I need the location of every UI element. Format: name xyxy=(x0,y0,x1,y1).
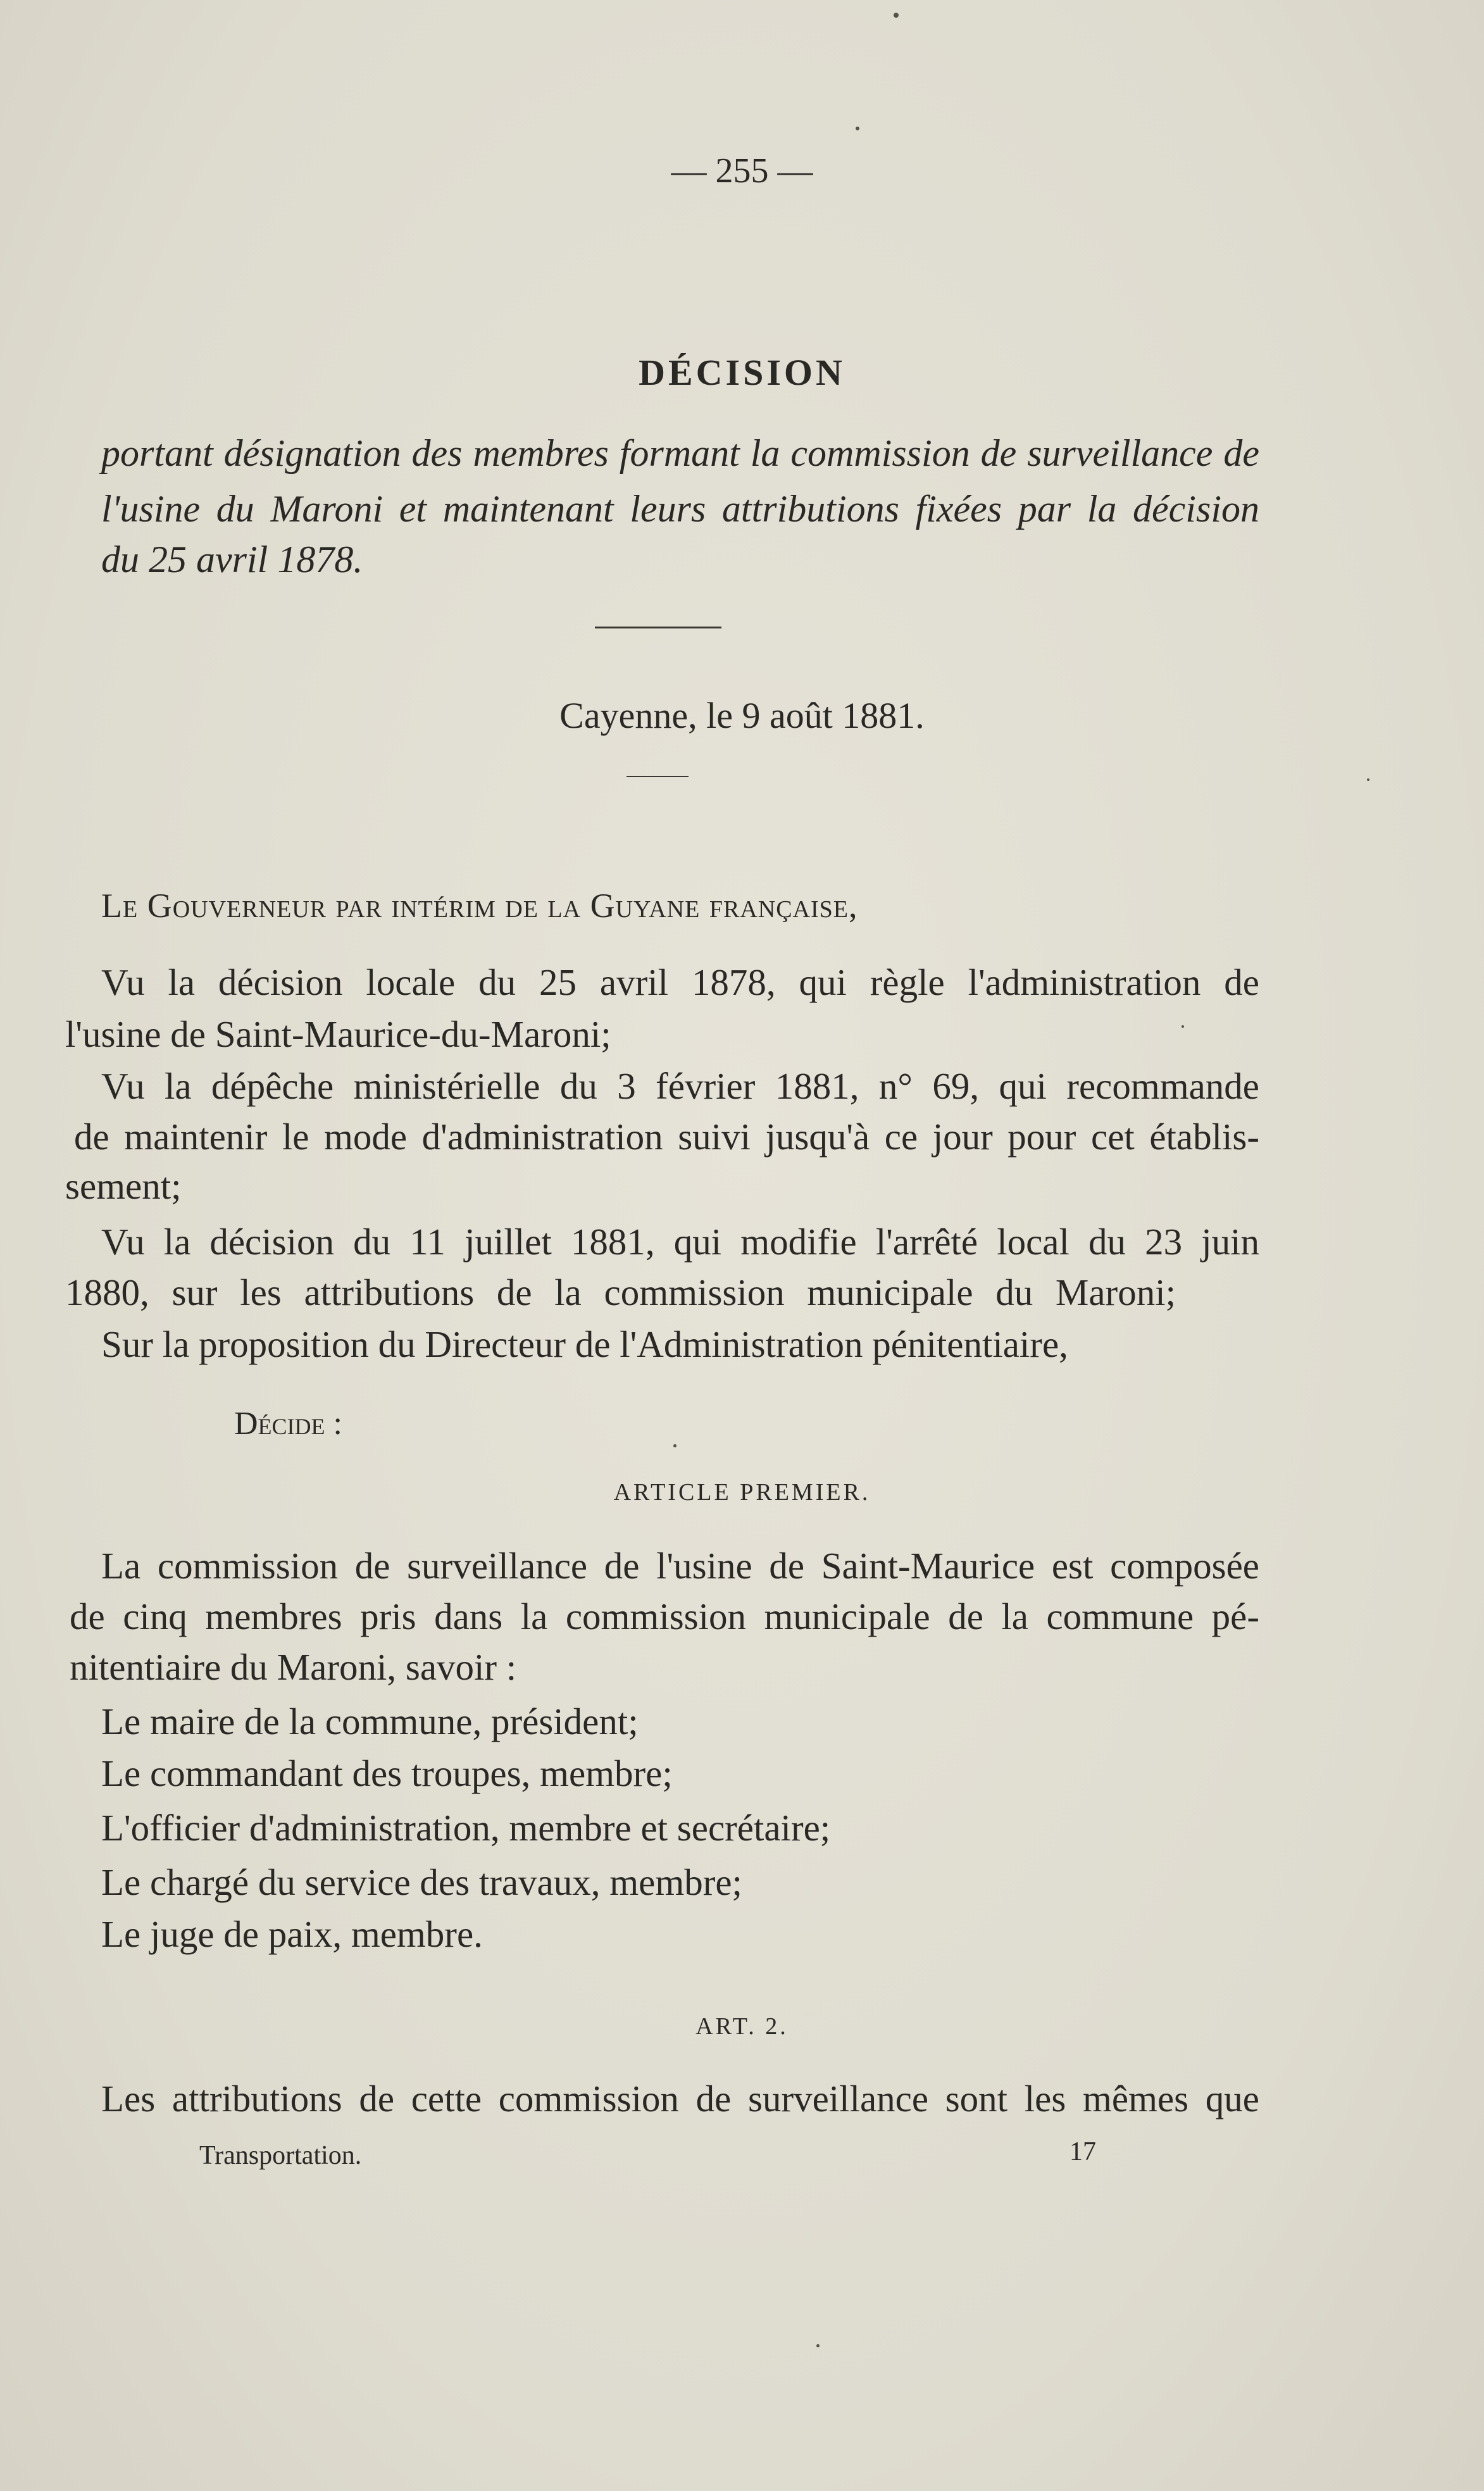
subtitle-line-3: du 25 avril 1878. xyxy=(101,539,363,580)
separator-rule-long xyxy=(595,627,721,628)
consideration-line-4: de maintenir le mode d'administration suivi jusqu'à ce jour pour cet établis- xyxy=(74,1116,1259,1158)
paper-speck xyxy=(1182,1025,1184,1028)
subtitle-line-1: portant désignation des membres formant la commission de surveillance de xyxy=(101,432,1259,474)
article-1-heading: ARTICLE PREMIER. xyxy=(613,1479,871,1506)
paper-speck xyxy=(673,1444,677,1447)
paper-speck xyxy=(894,13,899,18)
paper-speck xyxy=(856,127,859,130)
footer-section-label: Transportation. xyxy=(199,2141,362,2170)
decision-heading: DÉCISION xyxy=(639,352,845,393)
article-2-heading: ART. 2. xyxy=(695,2013,789,2040)
paper-speck xyxy=(1367,778,1369,781)
footer-signature-mark: 17 xyxy=(1069,2137,1096,2166)
member-item-4: Le chargé du service des travaux, membre; xyxy=(101,1861,742,1903)
consideration-line-1: Vu la décision locale du 25 avril 1878, qui règle l'administration de xyxy=(101,961,1259,1003)
dateline: Cayenne, le 9 août 1881. xyxy=(559,695,925,736)
consideration-line-8: Sur la proposition du Directeur de l'Administration pénitentiaire, xyxy=(101,1323,1068,1365)
article-1-line-1: La commission de surveillance de l'usine de Saint-Maurice est composée xyxy=(101,1545,1259,1587)
consideration-line-3: Vu la dépêche ministérielle du 3 février 1881, n° 69, qui recommande xyxy=(101,1065,1259,1107)
governor-line: Le Gouverneur par intérim de la Guyane française, xyxy=(101,887,858,925)
article-1-line-3: nitentiaire du Maroni, savoir : xyxy=(70,1646,517,1688)
decide-heading: Décide : xyxy=(234,1406,342,1442)
consideration-line-2: l'usine de Saint-Maurice-du-Maroni; xyxy=(65,1013,611,1055)
member-item-1: Le maire de la commune, président; xyxy=(101,1701,639,1742)
subtitle-line-2: l'usine du Maroni et maintenant leurs attributions fixées par la décision xyxy=(101,488,1259,530)
consideration-line-5: sement; xyxy=(65,1165,182,1207)
member-item-3: L'officier d'administration, membre et secrétaire; xyxy=(101,1807,831,1849)
page-number: — 255 — xyxy=(671,151,813,190)
paper-speck xyxy=(816,2344,820,2347)
article-2-line-1: Les attributions de cette commission de surveillance sont les mêmes que xyxy=(101,2078,1259,2120)
consideration-line-7: 1880, sur les attributions de la commission municipale du Maroni; xyxy=(65,1271,1176,1313)
consideration-line-6: Vu la décision du 11 juillet 1881, qui modifie l'arrêté local du 23 juin xyxy=(101,1221,1259,1263)
separator-rule-short xyxy=(627,776,689,777)
member-item-2: Le commandant des troupes, membre; xyxy=(101,1752,673,1794)
article-1-line-2: de cinq membres pris dans la commission municipale de la commune pé- xyxy=(70,1595,1259,1637)
member-item-5: Le juge de paix, membre. xyxy=(101,1913,483,1955)
